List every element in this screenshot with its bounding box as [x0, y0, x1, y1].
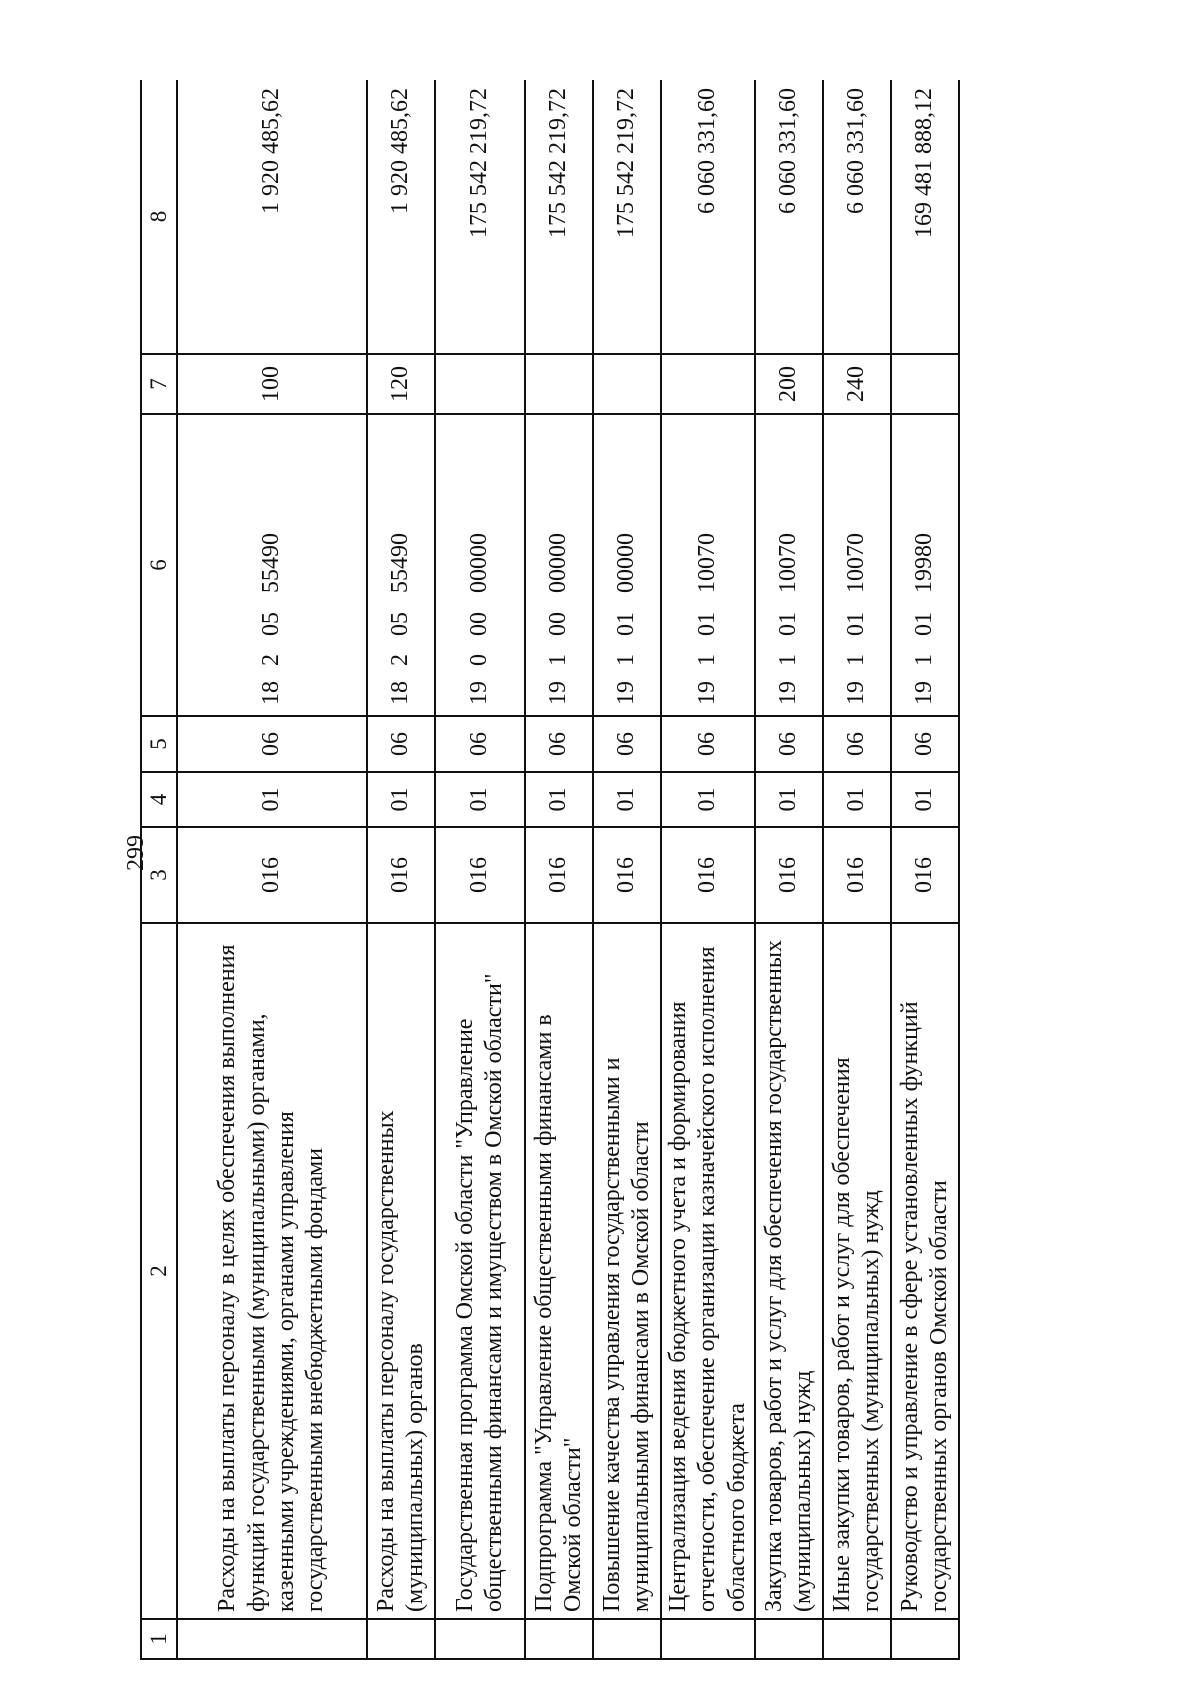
expense-type-cell: 240 — [823, 354, 891, 414]
target-article-part: 10070 — [843, 533, 870, 593]
expense-type-cell — [435, 354, 525, 414]
section-code-cell: 01 — [661, 772, 755, 827]
expense-type-cell: 100 — [177, 354, 367, 414]
target-article-part: 55490 — [387, 533, 414, 593]
row-number-cell — [525, 1619, 593, 1659]
table-row — [435, 80, 525, 1659]
target-article-part: 1 — [545, 654, 572, 666]
target-article-cell — [661, 414, 755, 716]
amount-cell: 6 060 331,60 — [755, 80, 823, 354]
page-number: 299 — [123, 835, 149, 871]
row-number-cell — [367, 1619, 435, 1659]
target-article-part: 19 — [843, 681, 870, 705]
table-row — [367, 80, 435, 1659]
row-number-cell — [823, 1619, 891, 1659]
target-article-cell — [435, 414, 525, 716]
amount-cell: 175 542 219,72 — [525, 80, 593, 354]
col-header-4: 4 — [141, 772, 177, 827]
col-header-8: 8 — [141, 80, 177, 354]
subsection-code-cell: 06 — [891, 716, 959, 772]
target-article-part: 00 — [466, 612, 493, 636]
col-header-1: 1 — [141, 1619, 177, 1659]
amount-cell: 175 542 219,72 — [435, 80, 525, 354]
target-article-part: 00000 — [613, 533, 640, 593]
expense-type-cell — [661, 354, 755, 414]
target-article-cell — [367, 414, 435, 716]
amount-cell: 1 920 485,62 — [177, 80, 367, 354]
col-header-5: 5 — [141, 716, 177, 772]
target-article-part: 01 — [613, 612, 640, 636]
target-article-part: 1 — [694, 654, 721, 666]
table-row — [593, 80, 661, 1659]
target-article-part: 0 — [466, 654, 493, 666]
row-name-cell: Расходы на выплаты персоналу в целях обеспечения выполнения функций государственными (муниципальными) органами, казенными учреждениями, органами управления государственными внебюджетными фондами — [177, 923, 367, 1619]
col-header-7: 7 — [141, 354, 177, 414]
target-article-part: 19 — [545, 681, 572, 705]
row-name-cell: Расходы на выплаты персоналу государственных (муниципальных) органов — [367, 923, 435, 1619]
subsection-code-cell: 06 — [593, 716, 661, 772]
target-article-part: 05 — [258, 612, 285, 636]
table-body — [177, 80, 959, 1659]
target-article-cell — [823, 414, 891, 716]
section-code-cell: 01 — [367, 772, 435, 827]
target-article-part: 19 — [613, 681, 640, 705]
budget-table-region — [140, 80, 990, 1660]
target-article-part: 10070 — [694, 533, 721, 593]
target-article-part: 01 — [694, 612, 721, 636]
ministry-code-cell: 016 — [755, 827, 823, 923]
subsection-code-cell: 06 — [661, 716, 755, 772]
target-article-part: 00 — [545, 612, 572, 636]
target-article-part: 55490 — [258, 533, 285, 593]
ministry-code-cell: 016 — [177, 827, 367, 923]
table-row — [525, 80, 593, 1659]
row-number-cell — [755, 1619, 823, 1659]
target-article-part: 19980 — [911, 533, 938, 593]
expense-type-cell — [891, 354, 959, 414]
amount-cell: 6 060 331,60 — [823, 80, 891, 354]
target-article-part: 2 — [258, 654, 285, 666]
ministry-code-cell: 016 — [891, 827, 959, 923]
section-code-cell: 01 — [823, 772, 891, 827]
amount-cell: 1 920 485,62 — [367, 80, 435, 354]
target-article-part: 00000 — [466, 533, 493, 593]
row-number-cell — [177, 1619, 367, 1659]
header-row — [141, 80, 177, 1659]
table-row — [661, 80, 755, 1659]
row-number-cell — [435, 1619, 525, 1659]
table-row — [755, 80, 823, 1659]
target-article-part: 05 — [387, 612, 414, 636]
subsection-code-cell: 06 — [435, 716, 525, 772]
row-name-cell: Государственная программа Омской области "Управление общественными финансами и имуществом в Омской области" — [435, 923, 525, 1619]
target-article-part: 1 — [613, 654, 640, 666]
subsection-code-cell: 06 — [177, 716, 367, 772]
row-name-cell: Закупка товаров, работ и услуг для обеспечения государственных (муниципальных) нужд — [755, 923, 823, 1619]
target-article-part: 19 — [911, 681, 938, 705]
target-article-part: 1 — [775, 654, 802, 666]
table-row — [891, 80, 959, 1659]
ministry-code-cell: 016 — [823, 827, 891, 923]
expense-type-cell — [525, 354, 593, 414]
target-article-part: 18 — [387, 681, 414, 705]
ministry-code-cell: 016 — [661, 827, 755, 923]
target-article-cell — [891, 414, 959, 716]
section-code-cell: 01 — [435, 772, 525, 827]
section-code-cell: 01 — [755, 772, 823, 827]
subsection-code-cell: 06 — [367, 716, 435, 772]
row-name-cell: Централизация ведения бюджетного учета и формирования отчетности, обеспечение организации казначейского исполнения областного бюджета — [661, 923, 755, 1619]
target-article-part: 19 — [466, 681, 493, 705]
target-article-part: 01 — [843, 612, 870, 636]
subsection-code-cell: 06 — [755, 716, 823, 772]
target-article-cell — [755, 414, 823, 716]
row-number-cell — [593, 1619, 661, 1659]
subsection-code-cell: 06 — [525, 716, 593, 772]
amount-cell: 6 060 331,60 — [661, 80, 755, 354]
ministry-code-cell: 016 — [435, 827, 525, 923]
target-article-part: 19 — [694, 681, 721, 705]
row-number-cell — [661, 1619, 755, 1659]
expense-type-cell: 120 — [367, 354, 435, 414]
target-article-part: 10070 — [775, 533, 802, 593]
target-article-part: 00000 — [545, 533, 572, 593]
section-code-cell: 01 — [525, 772, 593, 827]
amount-cell: 175 542 219,72 — [593, 80, 661, 354]
table-row — [823, 80, 891, 1659]
ministry-code-cell: 016 — [367, 827, 435, 923]
row-name-cell: Иные закупки товаров, работ и услуг для обеспечения государственных (муниципальных) нужд — [823, 923, 891, 1619]
row-name-cell: Подпрограмма "Управление общественными финансами в Омской области" — [525, 923, 593, 1619]
row-number-cell — [891, 1619, 959, 1659]
section-code-cell: 01 — [891, 772, 959, 827]
col-header-2: 2 — [141, 923, 177, 1619]
target-article-part: 1 — [843, 654, 870, 666]
target-article-part: 2 — [387, 654, 414, 666]
target-article-part: 18 — [258, 681, 285, 705]
col-header-3: 3 — [141, 827, 177, 923]
section-code-cell: 01 — [177, 772, 367, 827]
ministry-code-cell: 016 — [525, 827, 593, 923]
section-code-cell: 01 — [593, 772, 661, 827]
target-article-part: 01 — [911, 612, 938, 636]
amount-cell: 169 481 888,12 — [891, 80, 959, 354]
ministry-code-cell: 016 — [593, 827, 661, 923]
col-header-6: 6 — [141, 414, 177, 716]
row-name-cell: Повышение качества управления государственными и муниципальными финансами в Омской области — [593, 923, 661, 1619]
row-name-cell: Руководство и управление в сфере установленных функций государственных органов Омской области — [891, 923, 959, 1619]
target-article-cell — [525, 414, 593, 716]
target-article-part: 01 — [775, 612, 802, 636]
target-article-cell — [177, 414, 367, 716]
target-article-part: 1 — [911, 654, 938, 666]
table-row — [177, 80, 367, 1659]
expense-type-cell: 200 — [755, 354, 823, 414]
subsection-code-cell: 06 — [823, 716, 891, 772]
budget-table — [140, 80, 960, 1660]
target-article-part: 19 — [775, 681, 802, 705]
target-article-cell — [593, 414, 661, 716]
expense-type-cell — [593, 354, 661, 414]
